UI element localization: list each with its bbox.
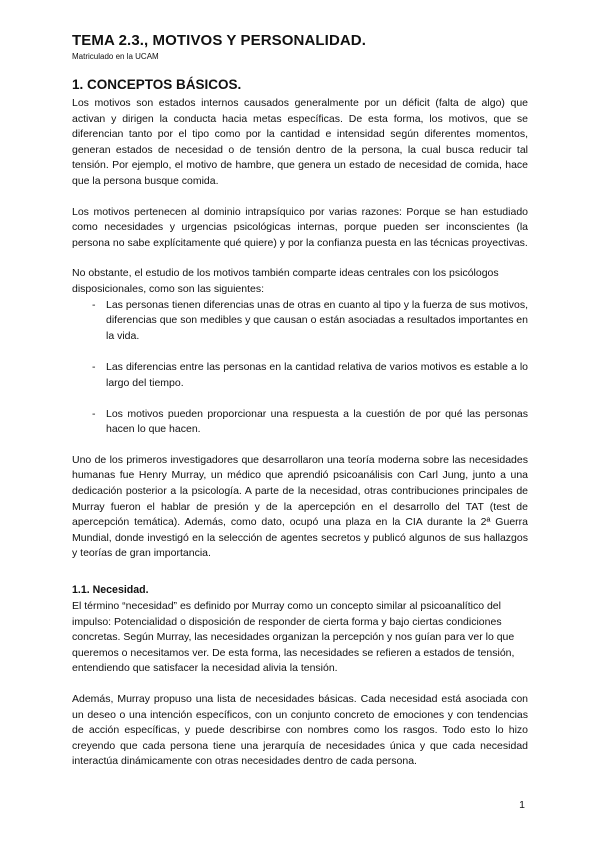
- paragraph: No obstante, el estudio de los motivos también comparte ideas centrales con los psicólogos disposicionales, como son las siguientes:: [72, 267, 499, 295]
- paragraph: Uno de los primeros investigadores que desarrollaron una teoría moderna sobre las necesidades humanas fue Henry Murray, un médico que aprendió psicoanálisis con Carl Jung, junto a una dedicación posterior a la psicología. A parte de la necesidad, otras contribuciones principales de Murray fueron el hablar de presión y de la apercepción en el desarrollo del TAT (test de apercepción temática). Además, como dato, ocupó una plaza en la CIA durante la 2ª Guerra Mundial, donde investigó en la selección de agentes secretos y publicó algunos de sus hallazgos y teorías de gran importancia.: [72, 453, 528, 560]
- paragraph: Los motivos son estados internos causados generalmente por un déficit (falta de algo) que activan y dirigen la conducta hacia metas específicas. De esta forma, los motivos, que se diferencian tanto por el tipo como por la cantidad e intensidad según diferentes momentos, generan estados de necesidad o de tensión dentro de la persona, la cual busca reducir tal tensión. Por ejemplo, el motivo de hambre, que genera un estado de necesidad de comida, hace que la persona busque comida.: [72, 97, 528, 187]
- page-number: 1: [519, 799, 525, 811]
- paragraph: El término “necesidad” es definido por Murray como un concepto similar al psicoanalítico del impulso: Potencialidad o disposición de responder de cierta forma y bajo ciertas condiciones concretas. Según Murray, las necesidades organizan la percepción y nos guían para ver lo que queremos o necesitamos ver. De esta forma, las necesidades se refieren a estados de tensión, entendiendo que satisfacer la necesidad alivia la tensión.: [72, 600, 515, 675]
- list-item-text: Las diferencias entre las personas en la cantidad relativa de varios motivos es estable a lo largo del tiempo.: [106, 360, 528, 389]
- dash-bullet: -: [92, 298, 96, 311]
- list-item: [92, 360, 528, 391]
- dash-list: [72, 298, 528, 438]
- document-title: TEMA 2.3., MOTIVOS Y PERSONALIDAD.: [72, 32, 367, 49]
- section-heading-conceptos-basicos: 1. CONCEPTOS BÁSICOS.: [72, 77, 242, 92]
- paragraph: Los motivos pertenecen al dominio intrapsíquico por varias razones: Porque se han estudiado como necesidades y urgencias psicológicas internas, porque pueden ser inconscientes (la persona no sabe explícitamente qué quiere) y por la confianza puesta en las técnicas proyectivas.: [72, 205, 528, 249]
- list-item-text: Las personas tienen diferencias unas de otras en cuanto al tipo y la fuerza de sus motivos, diferencias que son medibles y que causan o están asociadas a resultados importantes en la vida.: [106, 298, 528, 342]
- dash-bullet: -: [92, 360, 96, 373]
- list-item: [92, 407, 528, 438]
- dash-bullet: -: [92, 407, 96, 420]
- section-heading-necesidad: 1.1. Necesidad.: [72, 584, 149, 597]
- list-item: [92, 298, 528, 345]
- list-item-text: Los motivos pueden proporcionar una respuesta a la cuestión de por qué las personas hacen lo que hacen.: [106, 407, 528, 436]
- paragraph: Además, Murray propuso una lista de necesidades básicas. Cada necesidad está asociada con un deseo o una intención específicos, con un conjunto concreto de emociones y con tendencias de acción específicas, y puede describirse con nombres como los rasgos. Todo esto lo hizo creyendo que cada persona tiene una jerarquía de necesidades única y que cada necesidad interactúa dinámicamente con otras necesidades dentro de cada persona.: [72, 693, 528, 768]
- document-subtitle: Matriculado en la UCAM: [72, 52, 159, 61]
